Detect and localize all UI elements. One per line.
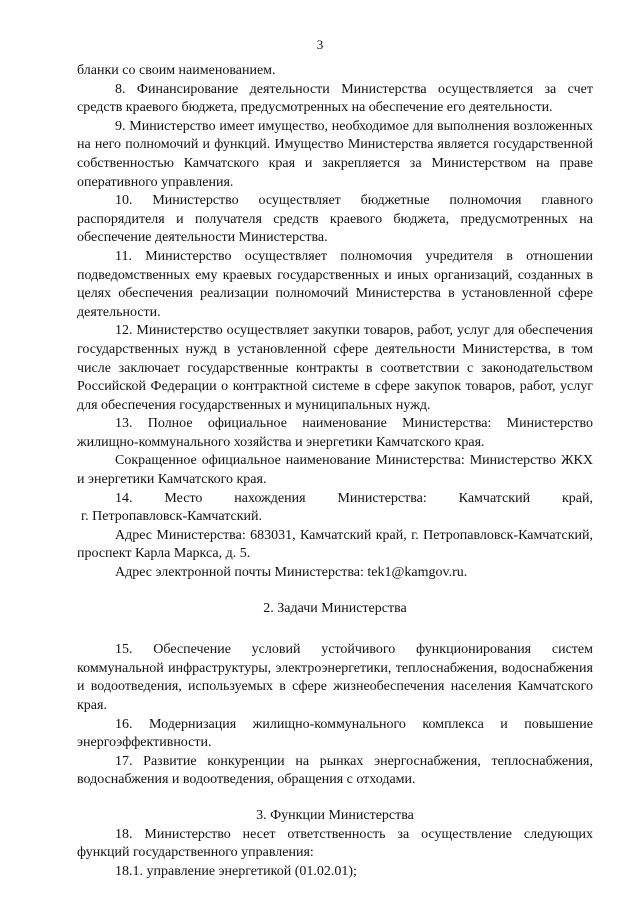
paragraph-16: 16. Модернизация жилищно-коммунального комплекса и повышение энергоэффективности. (77, 716, 593, 751)
paragraph-18: 18. Министерство несет ответственность за осуществление следующих функций государственного управления: (77, 826, 593, 861)
paragraph-intro-continuation: бланки со своим наименованием. (77, 63, 276, 78)
paragraph-18-1: 18.1. управление энергетикой (01.02.01); (115, 863, 357, 879)
paragraph-14-email: Адрес электронной почты Министерства: tek1@kamgov.ru. (115, 565, 468, 581)
page-number: 3 (316, 37, 324, 52)
paragraph-14-city: г. Петропавловск-Камчатский. (81, 509, 263, 525)
paragraph-13-short-name: Сокращенное официальное наименование Министерства: Министерство ЖКХ и энергетики Камчатского края. (77, 453, 593, 488)
paragraph-10: 10. Министерство осуществляет бюджетные полномочия главного распорядителя и получателя средств краевого бюджета, предусмотренных на обеспечение деятельности Министерства. (77, 193, 593, 246)
paragraph-17: 17. Развитие конкуренции на рынках энергоснабжения, теплоснабжения, водоснабжения и водоотведения, обращения с отходами. (77, 753, 593, 788)
paragraph-9: 9. Министерство имеет имущество, необходимое для выполнения возложенных на него полномочий и функций. Имущество Министерства является государственной собственностью Камчатского края и закрепляется за Министерством на праве оперативного управления. (77, 118, 593, 190)
paragraph-14-address: Адрес Министерства: 683031, Камчатский край, г. Петропавловск-Камчатский, проспект Карла Маркса, д. 5. (77, 527, 593, 562)
paragraph-14-location: 14. Место нахождения Министерства: Камчатский край, (115, 490, 593, 506)
paragraph-12: 12. Министерство осуществляет закупки товаров, работ, услуг для обеспечения государственных нужд в установленной сфере деятельности Министерства, в том числе заключает государственные контракты в соответствии с законодательством Российской Федерации о контрактной системе в сфере закупок товаров, работ, услуг для обеспечения государственных и муниципальных нужд. (77, 323, 593, 413)
paragraph-11: 11. Министерство осуществляет полномочия учредителя в отношении подведомственных ему краевых государственных и иных организаций, созданных в целях обеспечения реализации полномочий Министерства в установленной сфере деятельности. (77, 248, 593, 320)
paragraph-13: 13. Полное официальное наименование Министерства: Министерство жилищно-коммунального хозяйства и энергетики Камчатского края. (77, 416, 593, 450)
paragraph-8: 8. Финансирование деятельности Министерства осуществляется за счет средств краевого бюджета, предусмотренных на обеспечение его деятельности. (77, 81, 593, 116)
paragraph-15: 15. Обеспечение условий устойчивого функционирования систем коммунальной инфраструктуры, электроэнергетики, теплоснабжения, водоснабжения и водоотведения, используемых в сфере жизнеобеспечения населения Камчатского края. (77, 642, 593, 713)
document-body (77, 62, 593, 881)
section-3-title: 3. Функции Министерства (256, 807, 414, 823)
section-2-title: 2. Задачи Министерства (263, 600, 407, 616)
